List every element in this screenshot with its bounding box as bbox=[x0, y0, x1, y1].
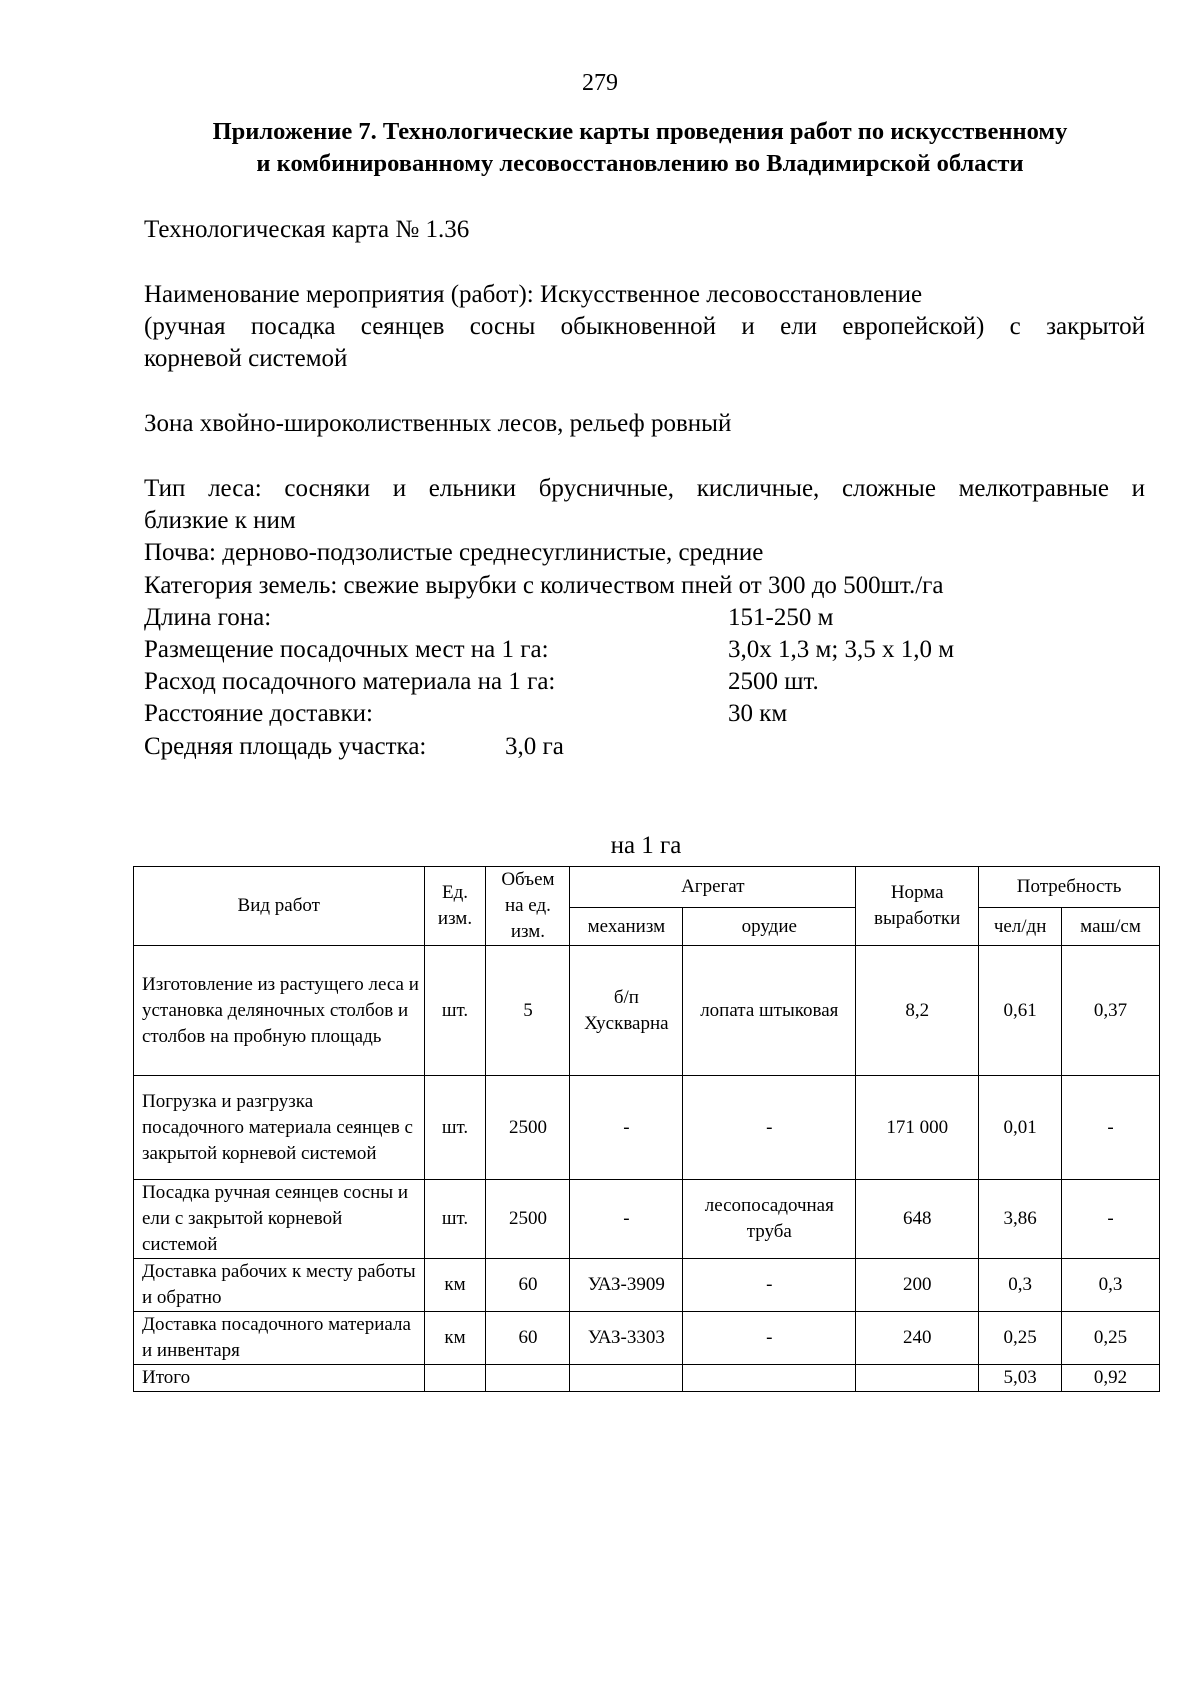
param-row bbox=[144, 634, 1144, 666]
param-label: Размещение посадочных мест на 1 га: bbox=[144, 636, 549, 663]
table-row bbox=[134, 1076, 1160, 1180]
table-row bbox=[134, 946, 1160, 1076]
param-label: Расход посадочного материала на 1 га: bbox=[144, 668, 556, 695]
cell-volume: 5 bbox=[486, 946, 570, 1076]
cell-tool: - bbox=[683, 1312, 856, 1365]
cell-mechanism: - bbox=[570, 1076, 683, 1180]
cell-man-days: 3,86 bbox=[979, 1180, 1062, 1259]
cell-mechanism: - bbox=[570, 1180, 683, 1259]
forest-type-line-2: близкие к ним bbox=[144, 507, 296, 534]
cell-empty bbox=[856, 1365, 979, 1392]
event-name-line-3: корневой системой bbox=[144, 345, 348, 372]
param-row bbox=[144, 698, 1144, 730]
cell-mechanism: УАЗ-3303 bbox=[570, 1312, 683, 1365]
header-man-days: чел/дн bbox=[979, 908, 1062, 946]
cell-machine-shifts: 0,37 bbox=[1062, 946, 1160, 1076]
cell-norm: 8,2 bbox=[856, 946, 979, 1076]
param-label: Длина гона: bbox=[144, 604, 272, 631]
cell-tool: лопата штыковая bbox=[683, 946, 856, 1076]
header-work-type: Вид работ bbox=[134, 867, 425, 946]
param-value: 3,0х 1,3 м; 3,5 х 1,0 м bbox=[728, 636, 955, 663]
cell-norm: 240 bbox=[856, 1312, 979, 1365]
table-row bbox=[134, 1312, 1160, 1365]
header-need: Потребность bbox=[979, 867, 1160, 908]
forest-zone: Зона хвойно-широколиственных лесов, рельеф ровный bbox=[144, 410, 732, 437]
cell-empty bbox=[424, 1365, 486, 1392]
header-machine-shifts: маш/см bbox=[1062, 908, 1160, 946]
header-norm: Норма выработки bbox=[856, 867, 979, 946]
cell-man-days: 0,25 bbox=[979, 1312, 1062, 1365]
map-number: Технологическая карта № 1.36 bbox=[144, 216, 470, 243]
cell-norm: 171 000 bbox=[856, 1076, 979, 1180]
page-number: 279 bbox=[582, 70, 618, 96]
cell-work: Погрузка и разгрузка посадочного материала сеянцев с закрытой корневой системой bbox=[134, 1076, 425, 1180]
cell-work: Доставка рабочих к месту работы и обратно bbox=[134, 1259, 425, 1312]
cell-work: Изготовление из растущего леса и установка деляночных столбов и столбов на пробную площадь bbox=[134, 946, 425, 1076]
cell-work: Доставка посадочного материала и инвентаря bbox=[134, 1312, 425, 1365]
cell-unit: шт. bbox=[424, 1180, 486, 1259]
cell-volume: 60 bbox=[486, 1259, 570, 1312]
cell-machine-shifts: 0,25 bbox=[1062, 1312, 1160, 1365]
cell-unit: шт. bbox=[424, 946, 486, 1076]
param-row bbox=[144, 731, 1144, 763]
table-row bbox=[134, 1180, 1160, 1259]
param-value: 30 км bbox=[728, 700, 788, 727]
param-label: Расстояние доставки: bbox=[144, 700, 373, 727]
land-category: Категория земель: свежие вырубки с количеством пней от 300 до 500шт./га bbox=[144, 572, 944, 599]
cell-volume: 2500 bbox=[486, 1076, 570, 1180]
soil: Почва: дерново-подзолистые среднесуглинистые, средние bbox=[144, 539, 764, 566]
works-table bbox=[133, 866, 1160, 1392]
event-name-line-2: (ручная посадка сеянцев сосны обыкновенной и ели европейской) с закрытой bbox=[144, 313, 1145, 340]
cell-man-days: 0,01 bbox=[979, 1076, 1062, 1180]
header-mechanism: механизм bbox=[570, 908, 683, 946]
header-tool: орудие bbox=[683, 908, 856, 946]
forest-type-line-1: Тип леса: сосняки и ельники брусничные, кисличные, сложные мелкотравные и bbox=[144, 475, 1145, 502]
table-row bbox=[134, 1259, 1160, 1312]
cell-man-days: 0,61 bbox=[979, 946, 1062, 1076]
cell-mechanism: УАЗ-3909 bbox=[570, 1259, 683, 1312]
event-name-line-1: Наименование мероприятия (работ): Искусственное лесовосстановление bbox=[144, 281, 923, 308]
header-unit: Ед. изм. bbox=[424, 867, 486, 946]
param-row bbox=[144, 666, 1144, 698]
cell-norm: 200 bbox=[856, 1259, 979, 1312]
title-line-2: и комбинированному лесовосстановлению во Владимирской области bbox=[256, 150, 1024, 177]
param-label: Средняя площадь участка: bbox=[144, 733, 427, 760]
cell-mechanism: б/п Хускварна bbox=[570, 946, 683, 1076]
param-row bbox=[144, 602, 1144, 634]
cell-empty bbox=[570, 1365, 683, 1392]
cell-norm: 648 bbox=[856, 1180, 979, 1259]
cell-tool: - bbox=[683, 1076, 856, 1180]
cell-total-label: Итого bbox=[134, 1365, 425, 1392]
cell-unit: км bbox=[424, 1259, 486, 1312]
cell-empty bbox=[683, 1365, 856, 1392]
cell-volume: 2500 bbox=[486, 1180, 570, 1259]
cell-work: Посадка ручная сеянцев сосны и ели с закрытой корневой системой bbox=[134, 1180, 425, 1259]
table-total-row bbox=[134, 1365, 1160, 1392]
cell-unit: шт. bbox=[424, 1076, 486, 1180]
cell-total-machine-shifts: 0,92 bbox=[1062, 1365, 1160, 1392]
param-value: 2500 шт. bbox=[728, 668, 819, 695]
cell-tool: - bbox=[683, 1259, 856, 1312]
cell-tool: лесопосадочная труба bbox=[683, 1180, 856, 1259]
header-volume: Объем на ед. изм. bbox=[486, 867, 570, 946]
table-caption: на 1 га bbox=[610, 832, 682, 859]
cell-empty bbox=[486, 1365, 570, 1392]
header-aggregate: Агрегат bbox=[570, 867, 856, 908]
cell-machine-shifts: - bbox=[1062, 1076, 1160, 1180]
cell-machine-shifts: - bbox=[1062, 1180, 1160, 1259]
cell-machine-shifts: 0,3 bbox=[1062, 1259, 1160, 1312]
cell-unit: км bbox=[424, 1312, 486, 1365]
param-value: 151-250 м bbox=[728, 604, 834, 631]
appendix-title bbox=[130, 116, 1150, 180]
cell-man-days: 0,3 bbox=[979, 1259, 1062, 1312]
param-value: 3,0 га bbox=[505, 733, 564, 760]
cell-total-man-days: 5,03 bbox=[979, 1365, 1062, 1392]
title-line-1: Приложение 7. Технологические карты проведения работ по искусственному bbox=[212, 118, 1068, 145]
cell-volume: 60 bbox=[486, 1312, 570, 1365]
